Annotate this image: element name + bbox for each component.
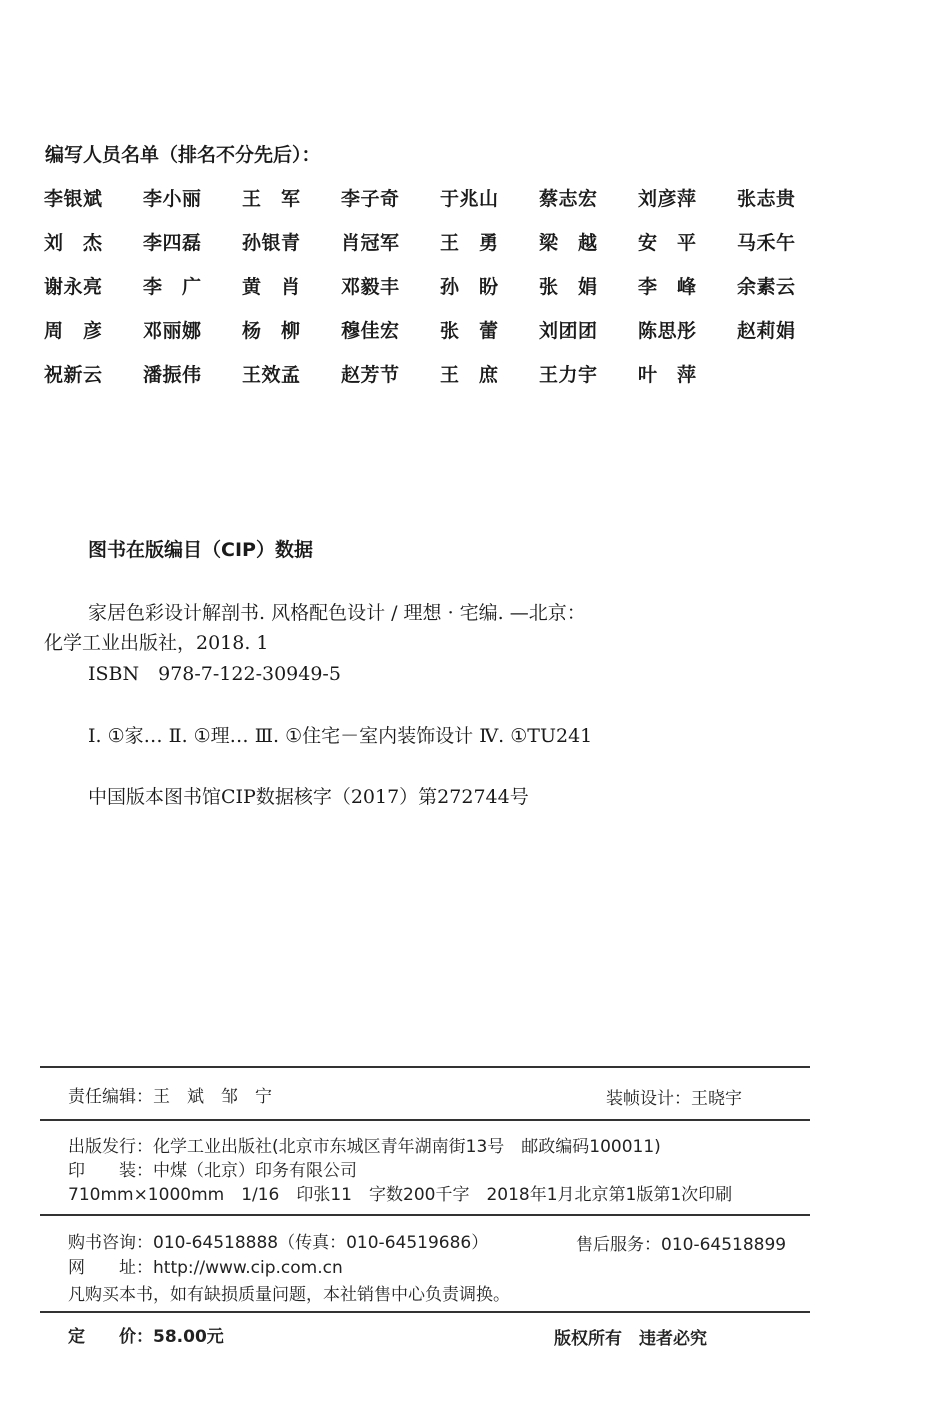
author-name: 杨 柳	[242, 320, 301, 342]
authors-row	[44, 228, 844, 272]
author-name: 孙银青	[242, 232, 301, 254]
authors-row	[44, 360, 844, 404]
author-name: 叶 萍	[638, 364, 697, 386]
cip-title: 图书在版编目（CIP）数据	[88, 539, 313, 561]
author-name: 潘振伟	[143, 364, 202, 386]
author-name: 赵芳节	[341, 364, 400, 386]
author-name: 孙 盼	[440, 276, 499, 298]
author-name: 李小丽	[143, 188, 202, 210]
author-name: 邓毅丰	[341, 276, 400, 298]
author-name: 王 军	[242, 188, 301, 210]
author-name: 张 娟	[539, 276, 598, 298]
author-name: 祝新云	[44, 364, 103, 386]
website-link[interactable]: 网 址：http://www.cip.com.cn	[68, 1258, 343, 1278]
notice-line: 凡购买本书，如有缺损质量问题，本社销售中心负责调换。	[68, 1285, 510, 1305]
author-name: 李 峰	[638, 276, 697, 298]
specs-line: 710mm×1000mm 1/16 印张11 字数200千字 2018年1月北京第1版第1次印刷	[68, 1185, 733, 1205]
publisher-line: 出版发行：化学工业出版社(北京市东城区青年湖南街13号 邮政编码100011)	[68, 1137, 661, 1157]
author-name: 安 平	[638, 232, 697, 254]
author-name: 邓丽娜	[143, 320, 202, 342]
author-name: 赵莉娟	[737, 320, 796, 342]
divider-3	[40, 1214, 810, 1216]
rights-line: 版权所有 违者必究	[554, 1329, 707, 1349]
divider-1	[40, 1066, 810, 1068]
author-name: 梁 越	[539, 232, 598, 254]
author-name: 陈思彤	[638, 320, 697, 342]
author-name: 刘 杰	[44, 232, 103, 254]
editor-credit: 责任编辑：王 斌 邹 宁	[68, 1087, 272, 1107]
author-name: 余素云	[737, 276, 796, 298]
author-name: 马禾午	[737, 232, 796, 254]
author-name: 肖冠军	[341, 232, 400, 254]
cip-isbn: ISBN 978-7-122-30949-5	[88, 663, 341, 685]
divider-4	[40, 1311, 810, 1313]
author-name: 刘彦萍	[638, 188, 697, 210]
divider-2	[40, 1119, 810, 1121]
author-name: 王力宇	[539, 364, 598, 386]
author-name: 王效孟	[242, 364, 301, 386]
author-name: 王 庶	[440, 364, 499, 386]
author-name: 谢永亮	[44, 276, 103, 298]
cip-line-1: 家居色彩设计解剖书. 风格配色设计 / 理想 · 宅编. —北京：	[88, 602, 586, 624]
author-name: 李银斌	[44, 188, 103, 210]
author-name: 于兆山	[440, 188, 499, 210]
after-sales-line: 售后服务：010-64518899	[576, 1235, 787, 1255]
author-name: 穆佳宏	[341, 320, 400, 342]
designer-credit: 装帧设计：王晓宇	[606, 1089, 742, 1109]
author-name: 蔡志宏	[539, 188, 598, 210]
price-line: 定 价：58.00元	[68, 1327, 224, 1347]
cip-approval: 中国版本图书馆CIP数据核字（2017）第272744号	[88, 786, 529, 808]
author-name: 黄 肖	[242, 276, 301, 298]
purchase-line: 购书咨询：010-64518888（传真：010-64519686）	[68, 1233, 489, 1253]
author-name: 王 勇	[440, 232, 499, 254]
authors-row	[44, 272, 844, 316]
authors-row	[44, 316, 844, 360]
author-name: 李四磊	[143, 232, 202, 254]
authors-row	[44, 184, 844, 228]
author-name: 张志贵	[737, 188, 796, 210]
author-name: 李子奇	[341, 188, 400, 210]
printer-line: 印 装：中煤（北京）印务有限公司	[68, 1161, 357, 1181]
author-name: 张 蕾	[440, 320, 499, 342]
cip-classification: Ⅰ. ①家… Ⅱ. ①理… Ⅲ. ①住宅－室内装饰设计 Ⅳ. ①TU241	[88, 725, 593, 747]
author-name: 李 广	[143, 276, 202, 298]
authors-title: 编写人员名单（排名不分先后）：	[45, 144, 321, 166]
author-name: 周 彦	[44, 320, 103, 342]
author-name: 刘团团	[539, 320, 598, 342]
authors-grid	[44, 184, 844, 404]
cip-line-2: 化学工业出版社，2018. 1	[44, 632, 269, 654]
